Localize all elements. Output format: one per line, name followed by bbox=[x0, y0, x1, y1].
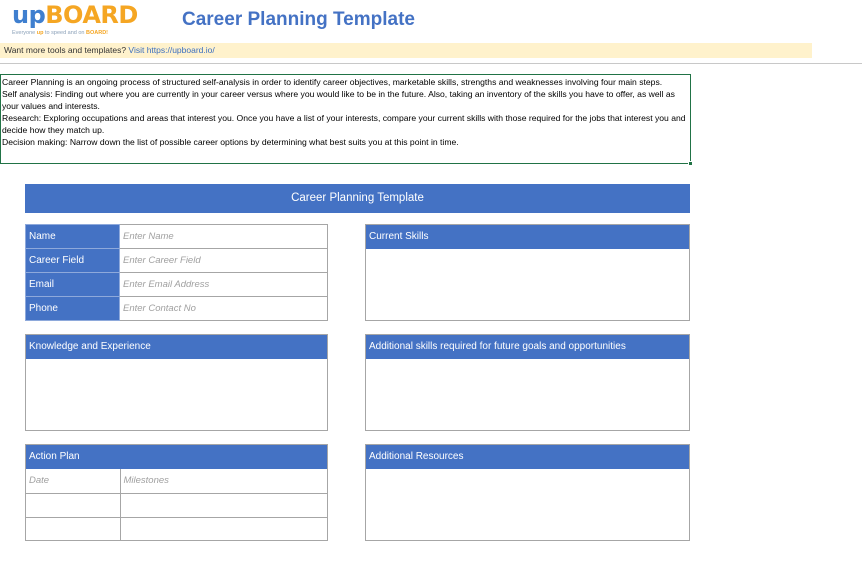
description-line: Career Planning is an ongoing process of structured self-analysis in order to identify career objectives, marketable skills, strengths and weaknesses involving four main steps. bbox=[2, 77, 663, 87]
additional-resources-header: Additional Resources bbox=[366, 445, 689, 469]
tagline-pre: Everyone bbox=[12, 30, 37, 36]
knowledge-section[interactable] bbox=[25, 334, 328, 431]
action-plan-table bbox=[26, 469, 327, 541]
table-row bbox=[26, 225, 328, 249]
tagline-up: up bbox=[36, 30, 44, 36]
milestones-column-cell[interactable]: Milestones bbox=[123, 475, 169, 487]
career-field-field[interactable]: Enter Career Field bbox=[120, 249, 328, 273]
table-row bbox=[26, 469, 327, 493]
action-plan-section bbox=[25, 444, 328, 541]
date-column-cell[interactable]: Date bbox=[26, 469, 120, 493]
additional-skills-header: Additional skills required for future goals and opportunities bbox=[366, 335, 689, 359]
phone-label: Phone bbox=[26, 297, 120, 321]
promo-bar bbox=[0, 43, 812, 58]
career-field-label: Career Field bbox=[26, 249, 120, 273]
phone-field[interactable]: Enter Contact No bbox=[120, 297, 328, 321]
description-line: Decision making: Narrow down the list of possible career options by determining what best suits you at this point in time. bbox=[2, 137, 459, 148]
logo-up: up bbox=[12, 1, 46, 29]
table-row bbox=[26, 273, 328, 297]
tagline-board: BOARD! bbox=[86, 30, 109, 36]
description-cell[interactable] bbox=[0, 74, 691, 164]
email-label: Email bbox=[26, 273, 120, 297]
promo-link[interactable]: Visit https://upboard.io/ bbox=[128, 45, 215, 55]
action-plan-header: Action Plan bbox=[26, 445, 327, 469]
table-row bbox=[26, 517, 327, 541]
divider bbox=[0, 63, 862, 64]
logo-tagline bbox=[12, 30, 172, 36]
current-skills-section[interactable] bbox=[365, 224, 690, 321]
promo-text: Want more tools and templates? bbox=[4, 45, 129, 55]
milestone-cell[interactable] bbox=[120, 493, 327, 517]
additional-resources-section[interactable] bbox=[365, 444, 690, 541]
logo-wordmark bbox=[12, 2, 172, 28]
tagline-mid: to speed and on bbox=[43, 30, 87, 36]
description-line: Research: Exploring occupations and areas that interest you. Once you have a list of your interests, compare your current skills with those required for the jobs that interest you and decide how they match up. bbox=[2, 113, 686, 136]
knowledge-header: Knowledge and Experience bbox=[26, 335, 327, 359]
email-field[interactable]: Enter Email Address bbox=[120, 273, 328, 297]
name-label: Name bbox=[26, 225, 120, 249]
additional-skills-section[interactable] bbox=[365, 334, 690, 431]
profile-table bbox=[25, 224, 328, 321]
date-cell[interactable] bbox=[26, 517, 120, 541]
table-row bbox=[26, 493, 327, 517]
upboard-logo[interactable] bbox=[12, 2, 172, 42]
date-cell[interactable] bbox=[26, 493, 120, 517]
table-row bbox=[26, 249, 328, 273]
template-banner: Career Planning Template bbox=[25, 184, 690, 213]
description-line: Self analysis: Finding out where you are currently in your career versus where you would like to be in the future. Also, taking an inventory of the skills you have to offer, as well as your values and interests. bbox=[2, 89, 675, 112]
fill-handle[interactable] bbox=[688, 161, 693, 166]
name-field[interactable]: Enter Name bbox=[120, 225, 328, 249]
milestone-cell[interactable] bbox=[120, 517, 327, 541]
table-row bbox=[26, 297, 328, 321]
current-skills-header: Current Skills bbox=[366, 225, 689, 249]
page-title: Career Planning Template bbox=[182, 9, 415, 30]
logo-board: BOARD bbox=[45, 1, 138, 29]
